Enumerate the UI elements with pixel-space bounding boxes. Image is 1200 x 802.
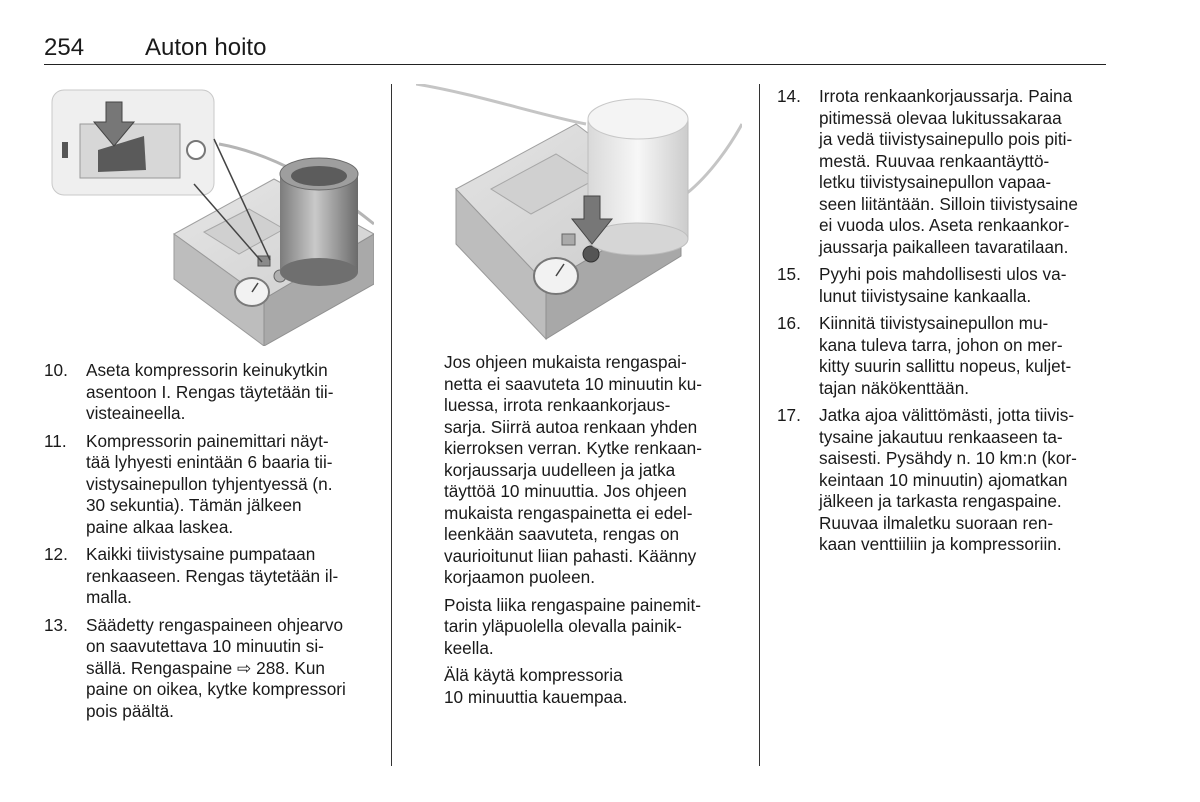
step-line: malla. <box>86 587 132 607</box>
list-item <box>44 615 374 723</box>
paragraph-line: keella. <box>444 637 494 658</box>
step-number: 17. <box>777 405 801 425</box>
list-item <box>44 360 374 425</box>
step-line: seen liitäntään. Silloin tiivistysaine <box>819 193 1078 214</box>
step-number: 13. <box>44 614 68 635</box>
paragraph-line: netta ei saavuteta 10 minuutin ku- <box>444 373 702 394</box>
step-line: tajan näkökenttään. <box>819 377 970 398</box>
pressure-button-illustration <box>416 84 742 346</box>
step-line: Kompressorin painemittari näyt- <box>86 430 329 451</box>
step-number: 10. <box>44 360 68 380</box>
step-line: pois päältä. <box>86 700 174 721</box>
step-line: jaussarja paikalleen tavaratilaan. <box>819 236 1069 257</box>
column-divider-left <box>391 84 392 766</box>
paragraph-line: tarin yläpuolella olevalla painik- <box>444 616 682 636</box>
step-line: Irrota renkaankorjaussarja. Paina <box>819 86 1073 106</box>
step-line: saisesti. Pysähdy n. 10 km:n (kor- <box>819 448 1077 468</box>
step-line: Aseta kompressorin keinukytkin <box>86 360 328 380</box>
paragraph <box>444 352 744 589</box>
step-line: renkaaseen. Rengas täytetään il- <box>86 565 339 586</box>
paragraph-line: kierroksen verran. Kytke renkaan- <box>444 438 702 458</box>
paragraph-line: korjaussarja uudelleen ja jatka <box>444 459 676 480</box>
step-line: tää lyhyesti enintään 6 baaria tii- <box>86 452 333 472</box>
paragraph-line: vaurioitunut liian pahasti. Käänny <box>444 545 697 566</box>
step-line: vistysainepullon tyhjentyessä (n. <box>86 473 333 494</box>
step-line: kaan venttiiliin ja kompressoriin. <box>819 534 1062 554</box>
step-line: jälkeen ja tarkasta rengaspaine. <box>819 491 1062 511</box>
step-line: ei vuoda ulos. Aseta renkaankor- <box>819 215 1070 235</box>
header-rule <box>44 64 1106 65</box>
paragraph-line: mukaista rengaspainetta ei edel- <box>444 502 693 523</box>
step-line: lunut tiivistysaine kankaalla. <box>819 285 1032 306</box>
step-number: 11. <box>44 430 67 451</box>
left-steps-list <box>44 360 374 728</box>
paragraph-line: luessa, irrota renkaankorjaus- <box>444 395 671 415</box>
step-line: visteaineella. <box>86 403 186 423</box>
list-item <box>777 264 1107 307</box>
paragraph-line: Älä käytä kompressoria <box>444 665 623 685</box>
paragraph-line: täyttöä 10 minuuttia. Jos ohjeen <box>444 481 687 501</box>
step-line: tysaine jakautuu renkaaseen ta- <box>819 426 1063 447</box>
step-line: Säädetty rengaspaineen ohjearvo <box>86 614 344 635</box>
step-line: kitty suurin sallittu nopeus, kuljet- <box>819 356 1072 376</box>
step-line: letku tiivistysainepullon vapaa- <box>819 172 1052 192</box>
paragraph-line: korjaamon puoleen. <box>444 567 595 587</box>
paragraph-line: leenkään saavuteta, rengas on <box>444 524 680 544</box>
step-line: Ruuvaa ilmaletku suoraan ren- <box>819 512 1054 533</box>
step-line: asentoon I. Rengas täytetään tii- <box>86 381 334 402</box>
step-line: sällä. Rengaspaine ⇨ 288. Kun <box>86 657 325 678</box>
step-line: kana tuleva tarra, johon on mer- <box>819 334 1063 355</box>
list-item <box>777 313 1107 399</box>
list-item <box>777 86 1107 258</box>
paragraph-line: Jos ohjeen mukaista rengaspai- <box>444 352 687 372</box>
step-number: 14. <box>777 86 801 106</box>
step-number: 15. <box>777 264 801 284</box>
list-item <box>44 544 374 609</box>
step-line: keintaan 10 minuutin) ajomatkan <box>819 469 1068 490</box>
step-line: paine on oikea, kytke kompressori <box>86 679 346 699</box>
paragraph-line: Poista liika rengaspaine painemit- <box>444 594 701 615</box>
paragraph <box>444 665 744 708</box>
right-steps-list <box>777 86 1107 562</box>
step-line: 30 sekuntia). Tämän jälkeen <box>86 495 302 515</box>
step-line: Kaikki tiivistysaine pumpataan <box>86 544 316 564</box>
paragraph-line: sarja. Siirrä autoa renkaan yhden <box>444 416 698 437</box>
step-line: on saavutettava 10 minuutin si- <box>86 636 324 656</box>
list-item <box>44 431 374 539</box>
paragraph-line: 10 minuuttia kauempaa. <box>444 686 628 707</box>
column-divider-right <box>759 84 760 766</box>
step-line: Pyyhi pois mahdollisesti ulos va- <box>819 264 1067 284</box>
compressor-switch-illustration <box>44 84 374 346</box>
step-number: 16. <box>777 313 801 333</box>
step-number: 12. <box>44 544 68 564</box>
paragraph <box>444 595 744 660</box>
page-title: Auton hoito <box>145 34 267 61</box>
step-line: paine alkaa laskea. <box>86 516 234 537</box>
middle-text-block <box>444 352 744 714</box>
page-header <box>44 34 1106 66</box>
step-line: mestä. Ruuvaa renkaantäyttö- <box>819 150 1050 171</box>
step-line: pitimessä olevaa lukitussakaraa <box>819 107 1062 128</box>
step-line: ja vedä tiivistysainepullo pois piti- <box>819 129 1073 149</box>
page-number: 254 <box>44 34 85 61</box>
step-line: Jatka ajoa välittömästi, jotta tiivis- <box>819 405 1075 425</box>
list-item <box>777 405 1107 556</box>
step-line: Kiinnitä tiivistysainepullon mu- <box>819 313 1049 333</box>
